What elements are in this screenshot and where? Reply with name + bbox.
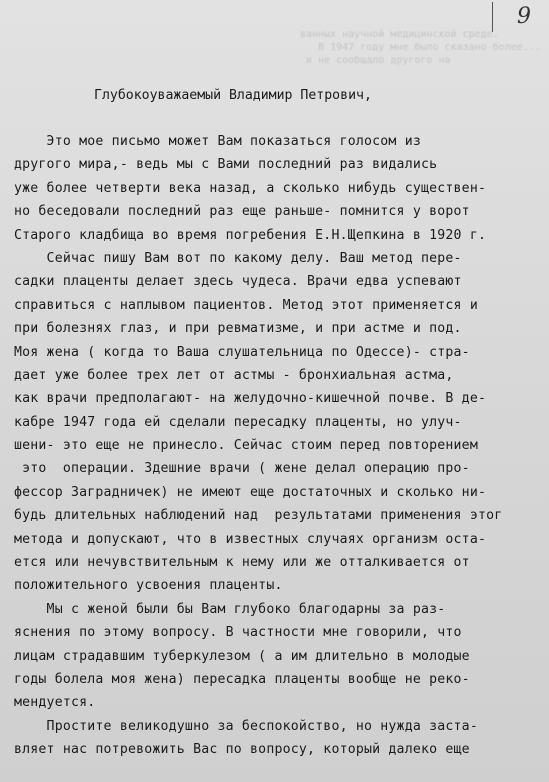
text-line: Мы с женой были бы Вам глубоко благодарны за раз-: [14, 601, 446, 617]
text-line: ется или нечувствительным к нему или же отталкивается от: [14, 555, 470, 571]
text-line: как врачи предполагают- на желудочно-кишечной почве. В де-: [14, 391, 487, 407]
text-line: шени- это еще не принесло. Сейчас стоим перед повторением: [14, 438, 478, 454]
text-line: метода и допускают, что в известных случаях организм оста-: [14, 531, 487, 547]
text-line: яснения по этому вопросу. В частности мне говорили, что: [14, 625, 462, 641]
bleed-through-text: ванных научной медицинской среде. В 1947 году мне было сказано более... и не сообщало другого на: [300, 29, 541, 66]
text-line: положительного усвоения плаценты.: [14, 578, 283, 594]
text-line: Сейчас пишу Вам вот по какому делу. Ваш метод пере-: [14, 250, 462, 266]
text-line: Моя жена ( когда то Ваша слушательница по Одессе)- стра-: [14, 344, 470, 360]
text-line: Старого кладбища во время погребения Е.Н.Щепкина в 1920 г.: [14, 227, 487, 243]
text-line: справиться с наплывом пациентов. Метод этот применяется и: [14, 297, 478, 313]
text-line: это операции. Здешние врачи ( жене делал операцию про-: [14, 461, 470, 477]
page-number: 9: [517, 4, 531, 29]
text-line: кабре 1947 года ей сделали пересадку плаценты, но улуч-: [14, 414, 462, 430]
text-line: Простите великодушно за беспокойство, но нужда заста-: [14, 718, 478, 734]
letter-body: [14, 130, 544, 762]
text-line: фессор Заградничек) не имеют еще достаточных и сколько ни-: [14, 484, 487, 500]
text-line: Это мое письмо может Вам показаться голосом из: [14, 134, 421, 149]
text-line: годы болела моя жена) пересадка плаценты вообще не реко-: [14, 671, 470, 687]
salutation: Глубокоуважаемый Владимир Петрович,: [94, 88, 372, 103]
text-line: но беседовали последний раз еще раньше- помнится у ворот: [14, 204, 470, 220]
text-line: уже более четверти века назад, а сколько нибудь существен-: [14, 180, 487, 196]
text-line: будь длительных наблюдений над результатами применения этог: [14, 508, 503, 524]
text-line: садки плаценты делает здесь чудеса. Врачи едва успевают: [14, 274, 462, 290]
text-line: дает уже более трех лет от астмы - бронхиальная астма,: [14, 367, 454, 383]
text-line: лицам страдавшим туберкулезом ( а им длительно в молодые: [14, 648, 470, 664]
text-line: при болезнях глаз, и при ревматизме, и при астме и под.: [14, 321, 462, 337]
text-line: другого мира,- ведь мы с Вами последний раз видались: [14, 157, 438, 173]
text-line: мендуется.: [14, 695, 96, 711]
text-line: вляет нас потревожить Вас по вопросу, который далеко еще: [14, 742, 470, 758]
